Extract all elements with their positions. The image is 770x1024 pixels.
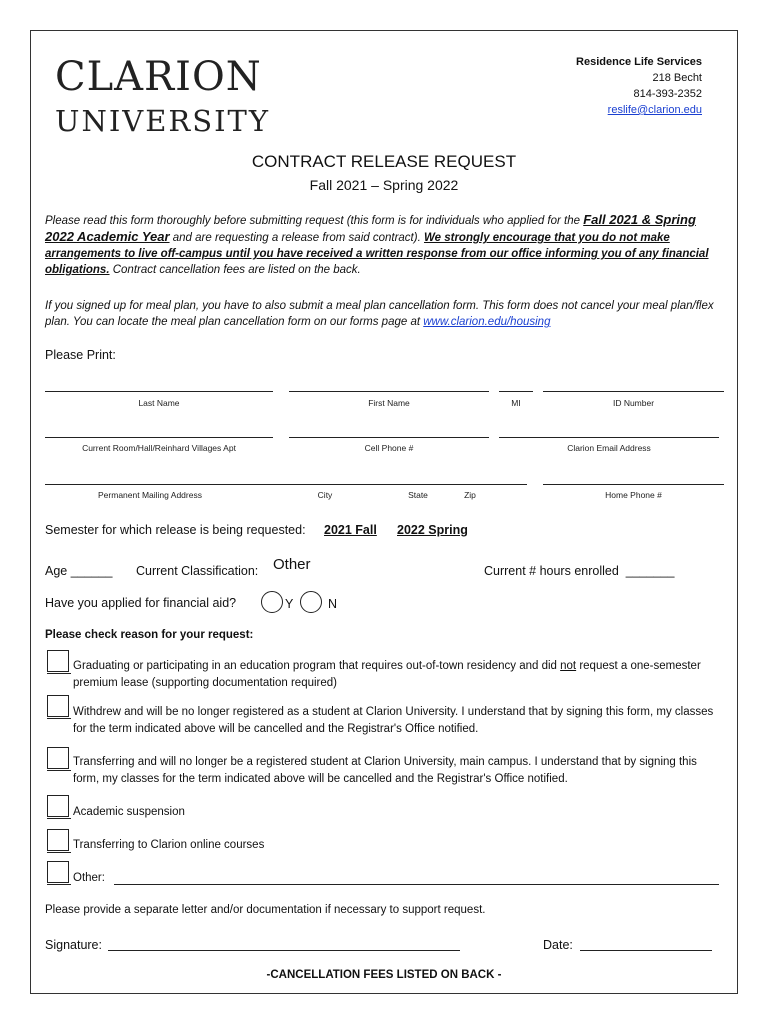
intro-text: Please read this form thoroughly before submitting request (this form is for individuals who applied for the <box>45 215 584 227</box>
mailing-address-label: Permanent Mailing Address <box>98 490 202 500</box>
office-email-link[interactable]: reslife@clarion.edu <box>607 104 702 116</box>
age-field[interactable]: ______ <box>70 564 113 578</box>
reason-online-text: Transferring to Clarion online courses <box>73 839 265 851</box>
email-field[interactable] <box>499 437 719 438</box>
meal-plan-text: If you signed up for meal plan, you have to also submit a meal plan cancellation form. This form does not cancel your meal plan/flex plan. You can locate the meal plan cancellation form on our forms page at <box>45 300 714 328</box>
financial-aid-no-radio[interactable] <box>300 591 322 613</box>
date-label: Date: <box>543 938 573 952</box>
reason-transferring-checkbox[interactable] <box>47 747 69 769</box>
reason-graduating-text <box>73 658 713 692</box>
signature-label: Signature: <box>45 938 102 952</box>
semester-label: Semester for which release is being requested: <box>45 523 306 537</box>
cell-phone-label: Cell Phone # <box>364 443 414 453</box>
reason-other-field[interactable] <box>114 884 719 885</box>
financial-aid-yes-label: Y <box>285 597 294 611</box>
classification-value[interactable]: Other <box>273 556 311 573</box>
intro-paragraph-2 <box>45 298 715 330</box>
reason-other-checkbox[interactable] <box>47 861 69 883</box>
checkbox-underline <box>47 884 71 885</box>
documentation-note: Please provide a separate letter and/or documentation if necessary to support request. <box>45 904 486 916</box>
signature-field[interactable] <box>108 950 460 951</box>
intro-paragraph-1 <box>45 212 715 278</box>
mailing-address-field[interactable] <box>45 484 527 485</box>
current-room-field[interactable] <box>45 437 273 438</box>
first-name-field[interactable] <box>289 391 489 392</box>
reason-suspension-checkbox[interactable] <box>47 795 69 817</box>
checkbox-underline <box>47 818 71 819</box>
housing-link[interactable]: www.clarion.edu/housing <box>423 316 551 328</box>
warning-text: We strongly encourage that you do not make arrangements to live off-campus until you have received a written response from our office informing you of any financial obligations. <box>45 232 709 276</box>
reason-transferring-text: Transferring and will no longer be a registered student at Clarion University, main campus. I understand that by signing this form, my classes for the term indicated above will be cancelled and the Registrar's Office notified. <box>73 756 697 785</box>
office-address: 218 Becht <box>652 72 702 84</box>
date-field[interactable] <box>580 950 712 951</box>
home-phone-field[interactable] <box>543 484 724 485</box>
age-label <box>45 564 112 578</box>
last-name-field[interactable] <box>45 391 273 392</box>
office-phone: 814-393-2352 <box>633 88 702 100</box>
last-name-label: Last Name <box>138 398 180 408</box>
reason-not-emphasis: not <box>560 660 577 672</box>
mi-field[interactable] <box>499 391 533 392</box>
financial-aid-label: Have you applied for financial aid? <box>45 596 237 610</box>
hours-field[interactable]: _______ <box>625 564 675 578</box>
classification-label: Current Classification: <box>136 564 259 578</box>
cancellation-fees-footer: -CANCELLATION FEES LISTED ON BACK - <box>266 969 502 981</box>
mi-label: MI <box>511 398 521 408</box>
intro-text: and are requesting a release from said contract). <box>169 232 424 244</box>
semester-option-fall[interactable]: 2021 Fall <box>324 523 377 537</box>
reason-other-text: Other: <box>73 872 105 884</box>
logo-university: UNIVERSITY <box>55 104 271 138</box>
office-contact <box>576 54 702 118</box>
checkbox-underline <box>47 852 71 853</box>
reason-online-checkbox[interactable] <box>47 829 69 851</box>
checkbox-underline <box>47 673 71 674</box>
reason-withdrew-checkbox[interactable] <box>47 695 69 717</box>
home-phone-label: Home Phone # <box>605 490 662 500</box>
cell-phone-field[interactable] <box>289 437 489 438</box>
financial-aid-yes-radio[interactable] <box>261 591 283 613</box>
reason-text: request a one-semester premium lease (supporting documentation required) <box>73 660 701 689</box>
academic-year-term: Fall 2021 & Spring 2022 Academic Year <box>45 212 696 244</box>
id-number-label: ID Number <box>612 398 655 408</box>
age-label-text: Age <box>45 564 68 578</box>
email-label: Clarion Email Address <box>567 443 651 453</box>
reason-withdrew-text: Withdrew and will be no longer registered as a student at Clarion University. I understand that by signing this form, my classes for the term indicated above will be cancelled and the Registrar's Office notified. <box>73 706 714 735</box>
semester-option-spring[interactable]: 2022 Spring <box>397 523 468 537</box>
form-subtitle: Fall 2021 – Spring 2022 <box>309 177 459 193</box>
id-number-field[interactable] <box>543 391 724 392</box>
logo-clarion: CLARION <box>55 54 262 100</box>
financial-aid-no-label: N <box>328 597 338 611</box>
first-name-label: First Name <box>368 398 410 408</box>
reason-suspension-text: Academic suspension <box>73 806 185 818</box>
reason-graduating-checkbox[interactable] <box>47 650 69 672</box>
please-print-label: Please Print: <box>45 348 116 362</box>
intro-text: Contract cancellation fees are listed on the back. <box>109 264 361 276</box>
hours-enrolled <box>484 564 674 578</box>
city-label: City <box>317 490 333 500</box>
state-label: State <box>408 490 428 500</box>
checkbox-underline <box>47 718 71 719</box>
current-room-label: Current Room/Hall/Reinhard Villages Apt <box>82 443 236 453</box>
office-name: Residence Life Services <box>576 56 702 68</box>
hours-label: Current # hours enrolled <box>484 564 619 578</box>
reasons-heading: Please check reason for your request: <box>45 629 254 641</box>
zip-label: Zip <box>464 490 476 500</box>
checkbox-underline <box>47 770 71 771</box>
form-title: CONTRACT RELEASE REQUEST <box>251 152 517 171</box>
reason-text: Graduating or participating in an education program that requires out-of-town residency and did <box>73 660 561 672</box>
